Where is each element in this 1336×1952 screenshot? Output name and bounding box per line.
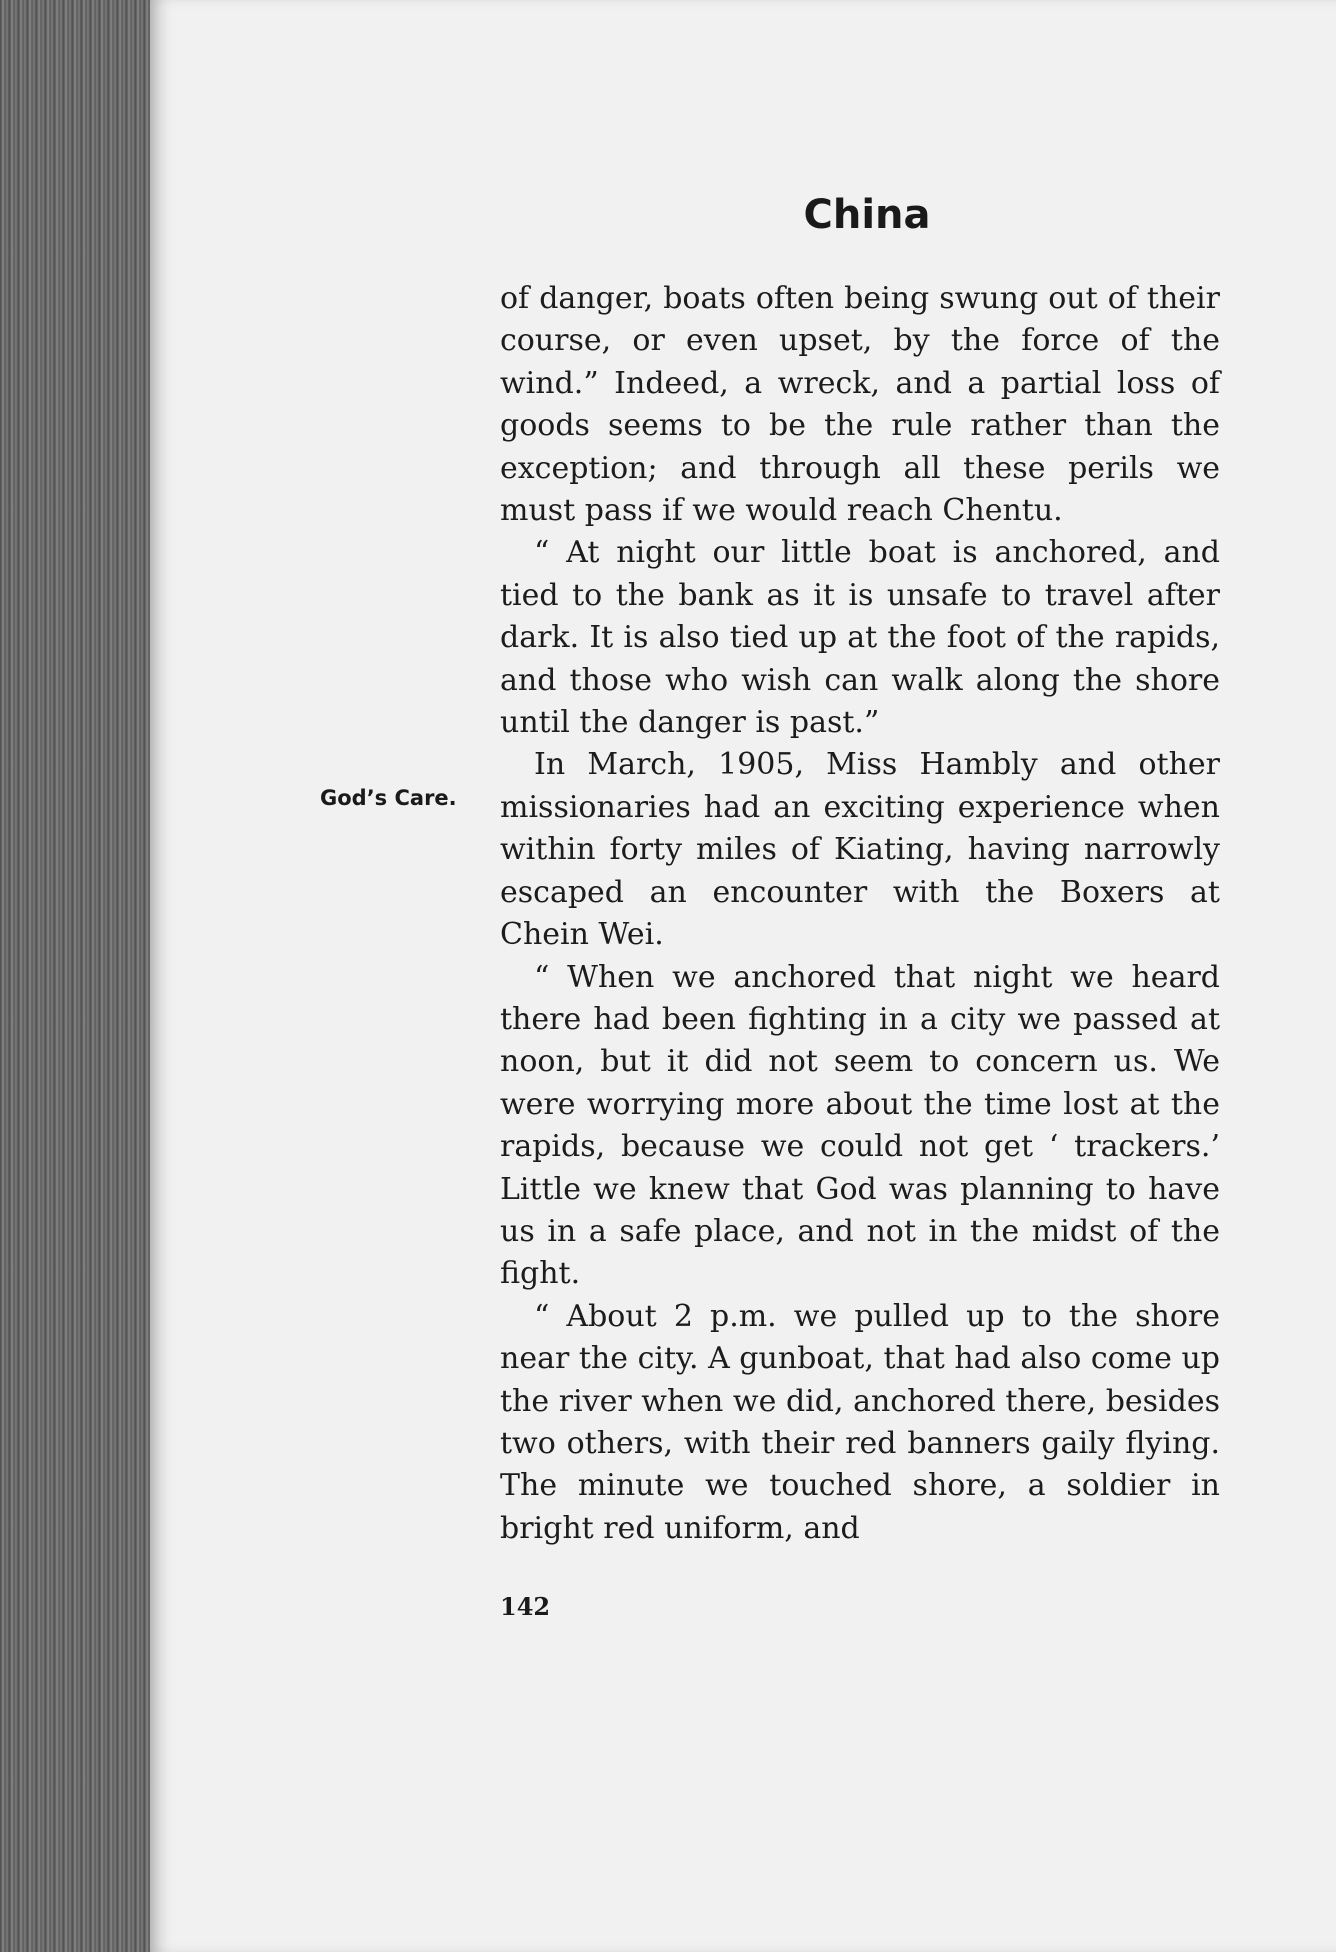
paragraph: In March, 1905, Miss Hambly and other missionaries had an exciting experience when within forty miles of Kiating, having narrowly escaped an encounter with the Boxers at Chein Wei. — [500, 747, 1220, 953]
paragraph: “ When we anchored that night we heard there had been fighting in a city we passed at noon, but it did not seem to concern us. We were worrying more about the time lost at the rapids, because we could not get ‘ trackers.’ Little we knew that God was planning to have us in a safe place, and not in the midst of the fight. — [500, 959, 1220, 1292]
paragraph: “ At night our little boat is anchored, and tied to the bank as it is unsafe to travel after dark. It is also tied up at the foot of the rapids, and those who wish can walk along the shore until the danger is past.” — [500, 535, 1220, 741]
book-page-edges — [0, 0, 150, 1952]
page-number: 142 — [500, 1592, 551, 1621]
margin-note: God’s Care. — [320, 786, 457, 810]
body-text — [500, 278, 1220, 1550]
running-head: China — [803, 192, 931, 238]
paragraph: of danger, boats often being swung out of their course, or even upset, by the force of the wind.” Indeed, a wreck, and a partial loss of goods seems to be the rule rather than the exception; and through all these perils we must pass if we would reach Chentu. — [500, 281, 1220, 529]
paragraph: “ About 2 p.m. we pulled up to the shore near the city. A gunboat, that had also come up the river when we did, anchored there, besides two others, with their red banners gaily flying. The minute we touched shore, a soldier in bright red uniform, and — [500, 1298, 1220, 1546]
book-page — [150, 0, 1336, 1952]
